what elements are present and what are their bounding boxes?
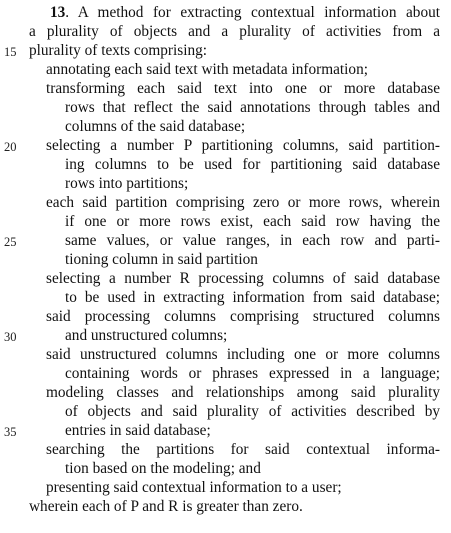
- claim-line: annotating each said text with metadata information;: [46, 61, 368, 78]
- claim-line: rows into partitions;: [65, 175, 189, 192]
- claim-first-line-text: . A method for extracting contextual information about: [65, 4, 440, 21]
- claim-line: transforming each said text into one or more database: [46, 80, 440, 97]
- claim-line: containing words or phrases expressed in a language;: [65, 365, 440, 382]
- line-number: 30: [4, 330, 17, 344]
- claim-line: searching the partitions for said contextual informa-: [46, 441, 440, 458]
- claim-line: wherein each of P and R is greater than zero.: [29, 498, 303, 515]
- line-number: 25: [4, 235, 17, 249]
- claim-line: each said partition comprising zero or more rows, wherein: [46, 194, 440, 211]
- claim-line: plurality of texts comprising:: [29, 42, 208, 59]
- claim-line: rows that reflect the said annotations through tables and: [65, 99, 440, 116]
- claim-line: of objects and said plurality of activities described by: [65, 403, 440, 420]
- claim-line: tion based on the modeling; and: [65, 460, 261, 477]
- claim-line: ing columns to be used for partitioning said database: [65, 156, 440, 173]
- claim-line: selecting a number R processing columns of said database: [46, 270, 440, 287]
- claim-line: entries in said database;: [65, 422, 211, 439]
- claim-line: presenting said contextual information to a user;: [46, 479, 342, 496]
- claim-first-line: [50, 4, 440, 23]
- claim-line: said processing columns comprising structured columns: [46, 308, 440, 325]
- line-number: 35: [4, 425, 17, 439]
- claim-line: selecting a number P partitioning columns, said partition-: [46, 137, 440, 154]
- line-number: 20: [4, 140, 17, 154]
- claim-line: if one or more rows exist, each said row having the: [65, 213, 440, 230]
- claim-line: modeling classes and relationships among said plurality: [46, 384, 440, 401]
- claim-line: columns of the said database;: [65, 118, 246, 135]
- line-number: 15: [4, 45, 17, 59]
- claim-number: 13: [50, 4, 66, 21]
- claim-line: and unstructured columns;: [65, 327, 228, 344]
- claim-line: a plurality of objects and a plurality of activities from a: [29, 23, 440, 40]
- claim-line: same values, or value ranges, in each row and parti-: [65, 232, 440, 249]
- claim-line: tioning column in said partition: [65, 251, 258, 268]
- claim-line: to be used in extracting information from said database;: [65, 289, 440, 306]
- claim-line: said unstructured columns including one or more columns: [46, 346, 440, 363]
